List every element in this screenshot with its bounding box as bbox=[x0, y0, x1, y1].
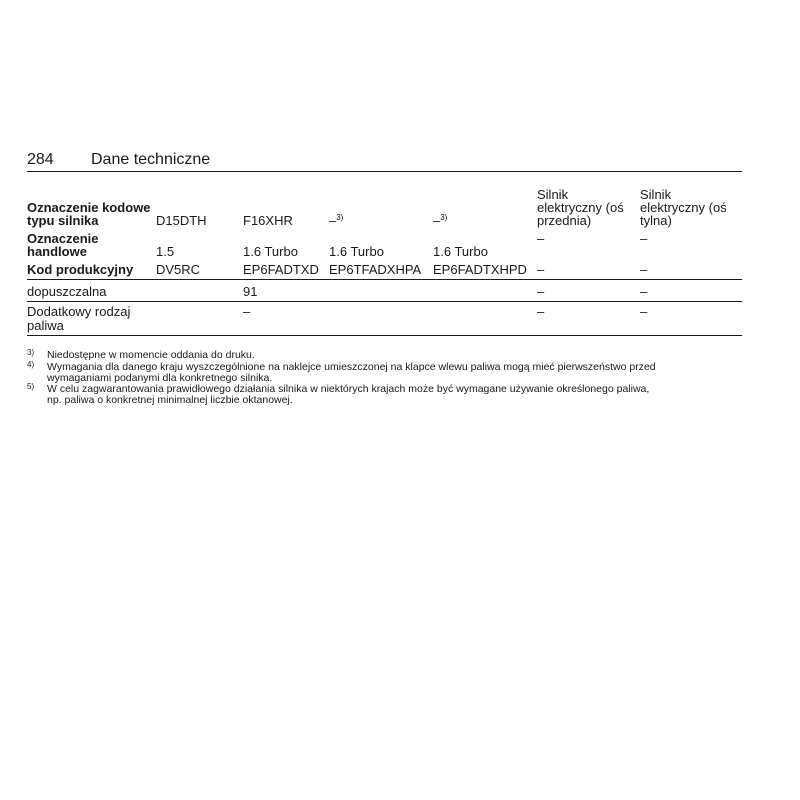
electric-rear-line2: elektryczny (oś bbox=[640, 200, 727, 215]
electric-front-line3: przednia) bbox=[537, 213, 592, 228]
footnote-text: W celu zagwarantowania prawidłowego działania silnika w niektórych krajach może być wymagane używanie określonego paliwa, bbox=[47, 383, 650, 395]
prod-value: – bbox=[537, 262, 545, 277]
electric-front-line2: elektryczny (oś bbox=[537, 200, 624, 215]
code-unavailable-2: –$^{3)}$ bbox=[433, 213, 448, 228]
footnote-mark: 4) bbox=[27, 360, 35, 369]
trade-value: 1.6 Turbo bbox=[329, 244, 384, 259]
footnote-text: Wymagania dla danego kraju wyszczególnione na naklejce umieszczonej na klapce wlewu paliwa mogą mieć pierwszeństwo przed bbox=[47, 361, 656, 373]
prod-value: EP6FADTXHPD bbox=[433, 262, 527, 277]
row-label-trade-line1: Oznaczenie bbox=[27, 231, 99, 246]
prod-value: EP6FADTXD bbox=[243, 262, 319, 277]
footnote-mark: 3) bbox=[27, 348, 35, 357]
table-rule-top bbox=[27, 279, 742, 280]
electric-front-line1: Silnik bbox=[537, 187, 569, 202]
row-label-trade-line2: handlowe bbox=[27, 244, 87, 259]
table-rule-middle bbox=[27, 301, 742, 302]
table-rule-bottom bbox=[27, 335, 742, 336]
electric-rear-line3: tylna) bbox=[640, 213, 672, 228]
footnote-text: np. paliwa o konkretnej minimalnej liczbie oktanowej. bbox=[47, 394, 293, 406]
trade-value: 1.6 Turbo bbox=[243, 244, 298, 259]
footnote-ref: 3) bbox=[336, 213, 344, 222]
row-label-code-line2: typu silnika bbox=[27, 213, 99, 228]
code-unavailable-1: –$^{3)}$ bbox=[329, 213, 344, 228]
row-label-additional-line2: paliwa bbox=[27, 318, 64, 333]
prod-value: DV5RC bbox=[156, 262, 201, 277]
electric-rear-line1: Silnik bbox=[640, 187, 672, 202]
prod-value: EP6TFADXHPA bbox=[329, 262, 422, 277]
trade-value: 1.6 Turbo bbox=[433, 244, 488, 259]
row-label-additional-line1: Dodatkowy rodzaj bbox=[27, 304, 131, 319]
page-number: 284 bbox=[27, 151, 54, 168]
additional-value: – bbox=[537, 304, 545, 319]
trade-value: – bbox=[640, 231, 648, 246]
row-label-code-line1: Oznaczenie kodowe bbox=[27, 200, 151, 215]
code-f16xhr: F16XHR bbox=[243, 213, 293, 228]
footnote-text: Niedostępne w momencie oddania do druku. bbox=[47, 349, 255, 361]
trade-value: 1.5 bbox=[156, 244, 175, 259]
section-title: Dane techniczne bbox=[91, 151, 211, 168]
allowed-value: – bbox=[640, 284, 648, 299]
code-d15dth: D15DTH bbox=[156, 213, 207, 228]
footnote-mark: 5) bbox=[27, 382, 35, 391]
additional-value: – bbox=[243, 304, 251, 319]
row-label-production: Kod produkcyjny bbox=[27, 262, 134, 277]
footnote-text: wymaganiami podanymi dla konkretnego silnika. bbox=[47, 372, 273, 384]
prod-value: – bbox=[640, 262, 648, 277]
footnote-ref: 3) bbox=[440, 213, 448, 222]
page-header bbox=[27, 151, 742, 172]
allowed-value: – bbox=[537, 284, 545, 299]
trade-value: – bbox=[537, 231, 545, 246]
additional-value: – bbox=[640, 304, 648, 319]
row-label-allowed: dopuszczalna bbox=[27, 284, 107, 299]
allowed-value: 91 bbox=[243, 284, 258, 299]
